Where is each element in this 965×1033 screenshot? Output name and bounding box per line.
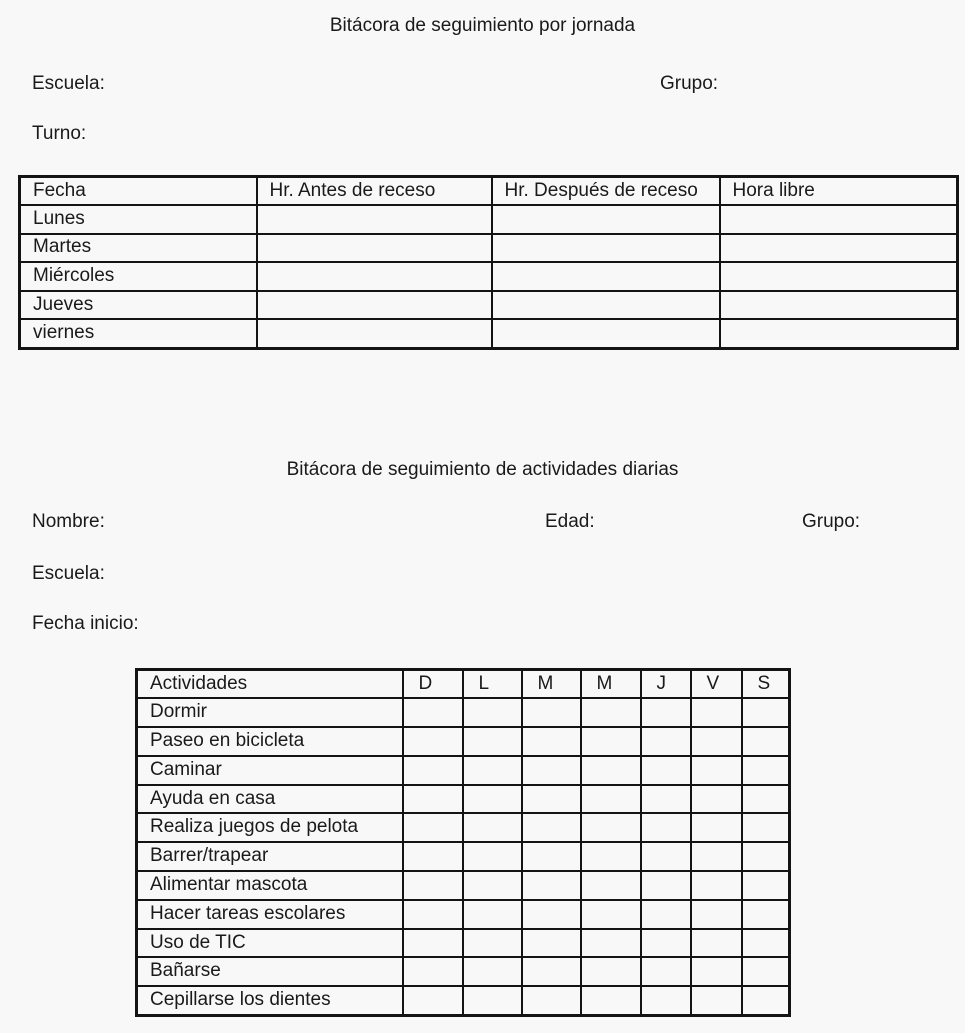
escuela-label-jornada: Escuela: — [32, 73, 105, 94]
actividades-table-empty-cell — [641, 785, 691, 814]
actividades-table-row-label: Alimentar mascota — [137, 871, 403, 900]
actividades-table-empty-cell — [581, 698, 641, 727]
actividades-table-empty-cell — [691, 957, 742, 986]
actividades-table-row-label: Bañarse — [137, 957, 403, 986]
actividades-table-empty-cell — [581, 842, 641, 871]
actividades-table-empty-cell — [403, 871, 463, 900]
actividades-table-empty-cell — [403, 900, 463, 929]
jornada-table-row-label: Jueves — [20, 291, 257, 320]
jornada-table-row-label: Miércoles — [20, 262, 257, 291]
turno-label: Turno: — [32, 123, 87, 144]
actividades-table-empty-cell — [403, 785, 463, 814]
jornada-table-empty-cell — [720, 205, 958, 234]
escuela-label-actividades: Escuela: — [32, 563, 105, 584]
actividades-table-empty-cell — [742, 986, 790, 1015]
jornada-table-empty-cell — [492, 205, 720, 234]
actividades-table-empty-cell — [463, 871, 522, 900]
jornada-table-row-label: viernes — [20, 319, 257, 348]
actividades-table-empty-cell — [691, 929, 742, 958]
actividades-table-empty-cell — [581, 929, 641, 958]
jornada-table-empty-cell — [720, 262, 958, 291]
jornada-table-row — [20, 291, 958, 320]
actividades-table-row-label: Ayuda en casa — [137, 785, 403, 814]
jornada-table-empty-cell — [257, 291, 492, 320]
actividades-table-empty-cell — [522, 842, 581, 871]
actividades-table-row — [137, 813, 790, 842]
jornada-table-header-cell: Hora libre — [720, 177, 958, 206]
actividades-table-empty-cell — [641, 986, 691, 1015]
jornada-table-row — [20, 319, 958, 348]
jornada-table-empty-cell — [492, 234, 720, 263]
actividades-table-row-label: Dormir — [137, 698, 403, 727]
actividades-table-empty-cell — [522, 900, 581, 929]
actividades-table-empty-cell — [403, 727, 463, 756]
actividades-table-header-cell: J — [641, 670, 691, 699]
actividades-table-row — [137, 727, 790, 756]
jornada-table-empty-cell — [720, 234, 958, 263]
form-jornada-title: Bitácora de seguimiento por jornada — [329, 15, 636, 36]
actividades-table-empty-cell — [742, 727, 790, 756]
jornada-table-row — [20, 262, 958, 291]
jornada-table-empty-cell — [492, 262, 720, 291]
actividades-table-row — [137, 842, 790, 871]
actividades-table-row — [137, 871, 790, 900]
jornada-table-row — [20, 234, 958, 263]
actividades-table-empty-cell — [522, 871, 581, 900]
actividades-table-empty-cell — [691, 727, 742, 756]
actividades-table-empty-cell — [403, 842, 463, 871]
jornada-table-empty-cell — [492, 319, 720, 348]
jornada-table-header-cell: Hr. Después de receso — [492, 177, 720, 206]
jornada-table-empty-cell — [257, 234, 492, 263]
actividades-table-empty-cell — [403, 698, 463, 727]
actividades-table-empty-cell — [641, 813, 691, 842]
actividades-table-row — [137, 756, 790, 785]
actividades-table-header-cell: V — [691, 670, 742, 699]
actividades-table-empty-cell — [522, 957, 581, 986]
actividades-table-row — [137, 785, 790, 814]
actividades-table-empty-cell — [641, 727, 691, 756]
actividades-table-empty-cell — [641, 698, 691, 727]
actividades-table-empty-cell — [581, 727, 641, 756]
actividades-table-empty-cell — [691, 871, 742, 900]
actividades-table-empty-cell — [742, 957, 790, 986]
actividades-table-empty-cell — [463, 727, 522, 756]
actividades-table-empty-cell — [641, 900, 691, 929]
actividades-table-header-cell: D — [403, 670, 463, 699]
actividades-table-empty-cell — [403, 813, 463, 842]
actividades-table-row — [137, 900, 790, 929]
actividades-table-empty-cell — [742, 842, 790, 871]
actividades-table-empty-cell — [463, 813, 522, 842]
actividades-table-empty-cell — [522, 813, 581, 842]
actividades-table-empty-cell — [691, 756, 742, 785]
actividades-table-row — [137, 929, 790, 958]
actividades-table-empty-cell — [581, 900, 641, 929]
actividades-table-empty-cell — [581, 756, 641, 785]
actividades-table-row-label: Cepillarse los dientes — [137, 986, 403, 1015]
actividades-table-empty-cell — [691, 842, 742, 871]
actividades-table-empty-cell — [641, 871, 691, 900]
actividades-table-empty-cell — [522, 785, 581, 814]
actividades-table-row — [137, 986, 790, 1015]
actividades-table-row-label: Barrer/trapear — [137, 842, 403, 871]
actividades-table-empty-cell — [463, 929, 522, 958]
actividades-table-row-label: Paseo en bicicleta — [137, 727, 403, 756]
actividades-table-empty-cell — [691, 900, 742, 929]
actividades-table-empty-cell — [691, 813, 742, 842]
actividades-table-row-label: Hacer tareas escolares — [137, 900, 403, 929]
actividades-table-empty-cell — [403, 957, 463, 986]
actividades-table-row-label: Caminar — [137, 756, 403, 785]
actividades-table-header-cell: M — [581, 670, 641, 699]
jornada-table-empty-cell — [720, 319, 958, 348]
actividades-table-empty-cell — [522, 756, 581, 785]
actividades-table-empty-cell — [581, 986, 641, 1015]
actividades-table-row-label: Realiza juegos de pelota — [137, 813, 403, 842]
jornada-table-empty-cell — [257, 205, 492, 234]
actividades-table-empty-cell — [463, 957, 522, 986]
jornada-table-row — [20, 205, 958, 234]
jornada-table-empty-cell — [720, 291, 958, 320]
jornada-table-row-label: Martes — [20, 234, 257, 263]
actividades-table-empty-cell — [691, 986, 742, 1015]
actividades-table-empty-cell — [641, 929, 691, 958]
actividades-table-row-label: Uso de TIC — [137, 929, 403, 958]
actividades-table-empty-cell — [522, 929, 581, 958]
actividades-table-empty-cell — [403, 929, 463, 958]
actividades-table-empty-cell — [691, 785, 742, 814]
actividades-table-empty-cell — [463, 785, 522, 814]
fecha-inicio-label: Fecha inicio: — [32, 613, 139, 634]
actividades-table-empty-cell — [403, 756, 463, 785]
actividades-table-empty-cell — [742, 900, 790, 929]
actividades-table-empty-cell — [641, 756, 691, 785]
actividades-table-empty-cell — [742, 756, 790, 785]
actividades-table-empty-cell — [742, 698, 790, 727]
actividades-table-empty-cell — [522, 727, 581, 756]
actividades-table-row — [137, 698, 790, 727]
actividades-table-empty-cell — [641, 957, 691, 986]
jornada-table-row-label: Lunes — [20, 205, 257, 234]
jornada-table-header-cell: Fecha — [20, 177, 257, 206]
form-actividades-title: Bitácora de seguimiento de actividades diarias — [286, 459, 679, 480]
actividades-table — [135, 668, 791, 1017]
actividades-table-empty-cell — [742, 813, 790, 842]
edad-label: Edad: — [545, 511, 595, 532]
grupo-label-actividades: Grupo: — [802, 511, 861, 532]
jornada-table-empty-cell — [257, 262, 492, 291]
grupo-label-jornada: Grupo: — [660, 73, 719, 94]
nombre-label: Nombre: — [32, 511, 105, 532]
actividades-table-header-cell: L — [463, 670, 522, 699]
actividades-table-header-row — [137, 670, 790, 699]
actividades-table-header-cell: Actividades — [137, 670, 403, 699]
actividades-table-empty-cell — [522, 986, 581, 1015]
actividades-table-empty-cell — [463, 842, 522, 871]
jornada-table-empty-cell — [257, 319, 492, 348]
actividades-table-header-cell: S — [742, 670, 790, 699]
actividades-table-empty-cell — [691, 698, 742, 727]
actividades-table-empty-cell — [641, 842, 691, 871]
actividades-table-empty-cell — [742, 929, 790, 958]
actividades-table-empty-cell — [463, 986, 522, 1015]
actividades-table-empty-cell — [463, 756, 522, 785]
jornada-table-header-row — [20, 177, 958, 206]
actividades-table-header-cell: M — [522, 670, 581, 699]
jornada-table-empty-cell — [492, 291, 720, 320]
actividades-table-empty-cell — [581, 813, 641, 842]
actividades-table-empty-cell — [522, 698, 581, 727]
actividades-table-empty-cell — [403, 986, 463, 1015]
actividades-table-empty-cell — [581, 785, 641, 814]
jornada-table — [18, 175, 959, 350]
actividades-table-empty-cell — [463, 900, 522, 929]
actividades-table-empty-cell — [742, 871, 790, 900]
actividades-table-empty-cell — [581, 871, 641, 900]
actividades-table-empty-cell — [463, 698, 522, 727]
actividades-table-empty-cell — [581, 957, 641, 986]
actividades-table-row — [137, 957, 790, 986]
actividades-table-empty-cell — [742, 785, 790, 814]
jornada-table-header-cell: Hr. Antes de receso — [257, 177, 492, 206]
